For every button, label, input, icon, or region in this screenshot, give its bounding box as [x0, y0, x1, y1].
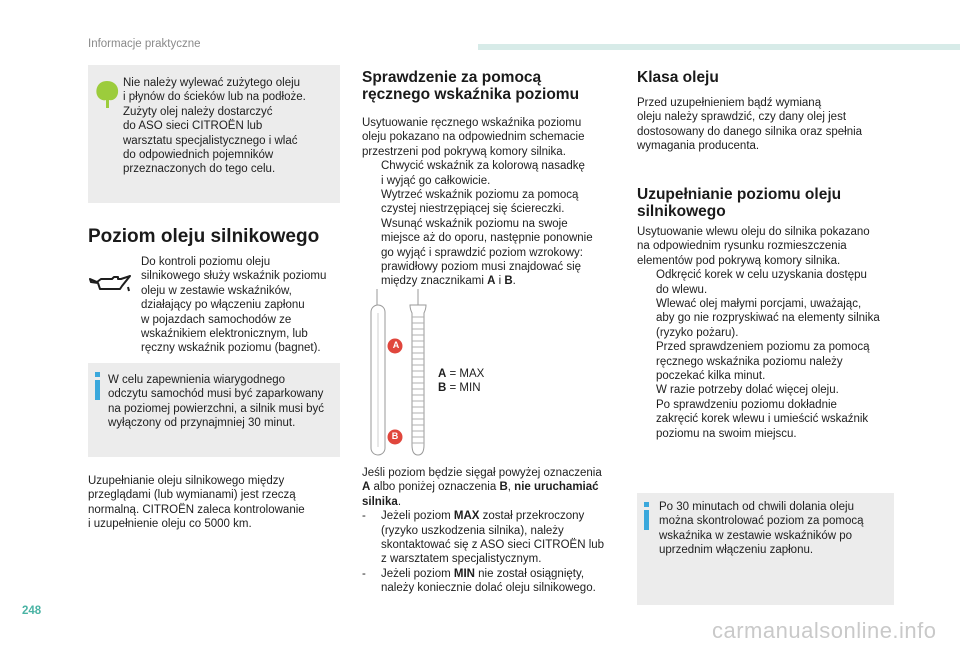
- dash-marker: -: [362, 510, 366, 523]
- eco-line: warsztatu specjalistycznego i wlać: [123, 134, 298, 147]
- eco-line: Nie należy wylewać zużytego oleju: [123, 77, 301, 89]
- dash-text: Jeżeli poziom: [381, 567, 454, 580]
- dash-item: [362, 509, 622, 567]
- oil-grade-line: oleju należy sprawdzić, czy dany olej jest: [637, 111, 847, 124]
- legend-b: [438, 381, 484, 395]
- mark-a: A: [487, 275, 496, 288]
- dash-text: został przekroczony: [479, 510, 585, 523]
- dash-marker: -: [362, 567, 366, 580]
- dipstick-step: [362, 217, 612, 289]
- step-line: do wlewu.: [656, 283, 708, 296]
- dipstick-illustration: [362, 287, 442, 457]
- info-line: wskaźnika w zestawie wskaźników po: [659, 529, 853, 542]
- legend-a-text: = MAX: [446, 368, 485, 380]
- info-line: odczytu samochód musi być zaparkowany: [108, 388, 324, 401]
- warning-text: ,: [507, 481, 515, 494]
- info-line: W celu zapewnienia wiarygodnego: [108, 374, 286, 386]
- min-label: MIN: [453, 567, 475, 580]
- step-line: go wyjąć i sprawdzić poziom wzrokowy:: [381, 246, 583, 259]
- topup-note-line: Uzupełnianie oleju silnikowego między: [88, 475, 285, 487]
- topup-note-line: normalną. CITROËN zaleca kontrolowanie: [88, 503, 305, 516]
- leaf-icon: [94, 79, 120, 109]
- topup-intro: na odpowiednim rysunku rozmieszczenia: [637, 240, 847, 253]
- mark-a: A: [362, 481, 371, 494]
- oil-grade-line: wymagania producenta.: [637, 140, 760, 153]
- dipstick-title: ręcznego wskaźnika poziomu: [362, 86, 580, 103]
- dash-line: należy koniecznie dolać oleju silnikowego.: [381, 582, 596, 595]
- topup-note-line: i uzupełnienie oleju co 5000 km.: [88, 518, 252, 531]
- topup-step: [637, 340, 899, 383]
- legend-b-letter: B: [438, 382, 447, 395]
- dash-text: nie został osiągnięty,: [474, 567, 585, 580]
- eco-line: przeznaczonych do tego celu.: [123, 163, 276, 176]
- topup-step: [637, 297, 899, 340]
- step-text: między znacznikami: [381, 275, 488, 288]
- watermark: carmanualsonline.info: [712, 618, 937, 643]
- oil-level-line: silnikowego służy wskaźnik poziomu: [141, 270, 327, 283]
- dash-item: [362, 567, 622, 596]
- oil-level-title: Poziom oleju silnikowego: [88, 226, 320, 247]
- eco-line: do ASO sieci CITROËN lub: [123, 120, 263, 133]
- info-icon: [93, 372, 103, 402]
- info-line: Po 30 minutach od chwili dolania oleju: [659, 501, 854, 513]
- oil-level-line: Do kontroli poziomu oleju: [141, 256, 271, 268]
- oil-level-line: ręczny wskaźnik poziomu (bagnet).: [141, 342, 321, 355]
- topup-title: Uzupełnianie poziomu oleju: [637, 186, 842, 203]
- oil-can-icon: [88, 273, 132, 295]
- warning-line: [362, 495, 622, 509]
- step-line: Przed sprawdzeniem poziomu za pomocą: [656, 341, 870, 354]
- step-line: poczekać kilka minut.: [656, 370, 766, 383]
- dash-text: Jeżeli poziom: [381, 510, 454, 523]
- marker-b-label: B: [391, 431, 399, 441]
- mark-b: B: [504, 275, 513, 288]
- eco-line: i płynów do ścieków lub na podłoże.: [123, 91, 306, 104]
- topup-title: silnikowego: [637, 203, 726, 220]
- dash-line: z warsztatem specjalistycznym.: [381, 553, 542, 566]
- oil-grade-line: Przed uzupełnieniem bądź wymianą: [637, 97, 822, 109]
- step-line: poziomu na swoim miejscu.: [656, 427, 797, 440]
- legend-a-letter: A: [438, 368, 447, 380]
- eco-note-box: [88, 65, 340, 203]
- header-bar: [478, 44, 960, 50]
- oil-level-line: działający po włączeniu zapłonu: [141, 299, 305, 312]
- step-line: aby go nie rozpryskiwać na elementy silnika: [656, 312, 880, 325]
- dipstick-step: [362, 188, 612, 217]
- step-line: czystej niestrzępiącej się ściereczki.: [381, 203, 565, 216]
- warning-line: Jeśli poziom będzie sięgał powyżej oznaczenia: [362, 467, 602, 479]
- topup-note-line: przeglądami (lub wymianami) jest rzeczą: [88, 489, 296, 502]
- legend-a: [438, 367, 484, 381]
- max-label: MAX: [453, 510, 480, 523]
- oil-grade-title: Klasa oleju: [637, 69, 719, 86]
- dipstick-intro: oleju pokazano na odpowiednim schemacie: [362, 131, 585, 144]
- step-text: .: [512, 275, 516, 288]
- step-line: zakręcić korek wlewu i umieścić wskaźnik: [656, 413, 869, 426]
- topup-intro: elementów pod pokrywą komory silnika.: [637, 254, 841, 267]
- dipstick-intro: przestrzeni pod pokrywą komory silnika.: [362, 145, 566, 158]
- oil-level-line: oleju w zestawie wskaźników,: [141, 284, 292, 297]
- topup-step: [637, 268, 899, 297]
- dipstick-title: Sprawdzenie za pomocą: [362, 69, 542, 86]
- dipstick-intro: Usytuowanie ręcznego wskaźnika poziomu: [362, 117, 582, 129]
- step-line: Chwycić wskaźnik za kolorową nasadkę: [381, 160, 585, 173]
- eco-line: Zużyty olej należy dostarczyć: [123, 105, 273, 118]
- oil-grade-line: dostosowany do danego silnika oraz spełnia: [637, 125, 863, 138]
- info-line: uprzednim włączeniu zapłonu.: [659, 544, 814, 557]
- step-line: ręcznego wskaźnika poziomu należy: [656, 355, 843, 368]
- step-text: i: [495, 275, 505, 288]
- dash-line: skontaktować się z ASO sieci CITROËN lub: [381, 539, 605, 552]
- step-line: Wlewać olej małymi porcjami, uważając,: [656, 298, 862, 311]
- dash-line: [381, 509, 622, 523]
- info-box-parking: [88, 363, 340, 457]
- step-line: i wyjąć go całkowicie.: [381, 174, 491, 187]
- warning-bold: nie uruchamiać: [514, 481, 599, 494]
- page-number: 248: [22, 605, 42, 617]
- warning-text: .: [397, 495, 402, 508]
- section-header: Informacje praktyczne: [88, 38, 201, 50]
- step-line: Wsunąć wskaźnik poziomu na swoje: [381, 217, 568, 230]
- legend-b-text: = MIN: [446, 382, 481, 395]
- step-line: prawidłowy poziom musi znajdować się: [381, 261, 582, 274]
- topup-intro: Usytuowanie wlewu oleju do silnika pokazano: [637, 226, 870, 238]
- topup-step: [637, 398, 899, 441]
- step-line: W razie potrzeby dolać więcej oleju.: [656, 384, 839, 397]
- info-box-wait: [637, 493, 894, 605]
- step-line: Po sprawdzeniu poziomu dokładnie: [656, 398, 837, 411]
- dash-line: (ryzyko uszkodzenia silnika), należy: [381, 524, 564, 537]
- oil-level-line: wskaźnikiem elektronicznym, lub: [141, 328, 308, 341]
- info-line: można skontrolować poziom za pomocą: [659, 515, 864, 528]
- info-icon: [642, 502, 652, 532]
- warning-line: [362, 480, 622, 494]
- warning-bold: silnika: [362, 495, 398, 508]
- mark-b: B: [499, 481, 508, 494]
- step-line: Odkręcić korek w celu uzyskania dostępu: [656, 269, 867, 282]
- dash-line: [381, 567, 622, 581]
- topup-step: [637, 383, 899, 397]
- info-line: na poziomej powierzchni, a silnik musi być: [108, 402, 325, 415]
- step-line: Wytrzeć wskaźnik poziomu za pomocą: [381, 189, 579, 202]
- marker-a-label: A: [392, 340, 400, 350]
- step-line: miejsce aż do oporu, następnie ponownie: [381, 232, 593, 245]
- warning-text: albo poniżej oznaczenia: [370, 481, 500, 494]
- dipstick-step: [362, 159, 612, 188]
- oil-level-line: w pojazdach samochodów ze: [141, 313, 292, 326]
- info-line: wyłączony od przynajmniej 30 minut.: [108, 417, 296, 430]
- step-line: (ryzyko pożaru).: [656, 326, 739, 339]
- eco-line: do odpowiednich pojemników: [123, 149, 274, 162]
